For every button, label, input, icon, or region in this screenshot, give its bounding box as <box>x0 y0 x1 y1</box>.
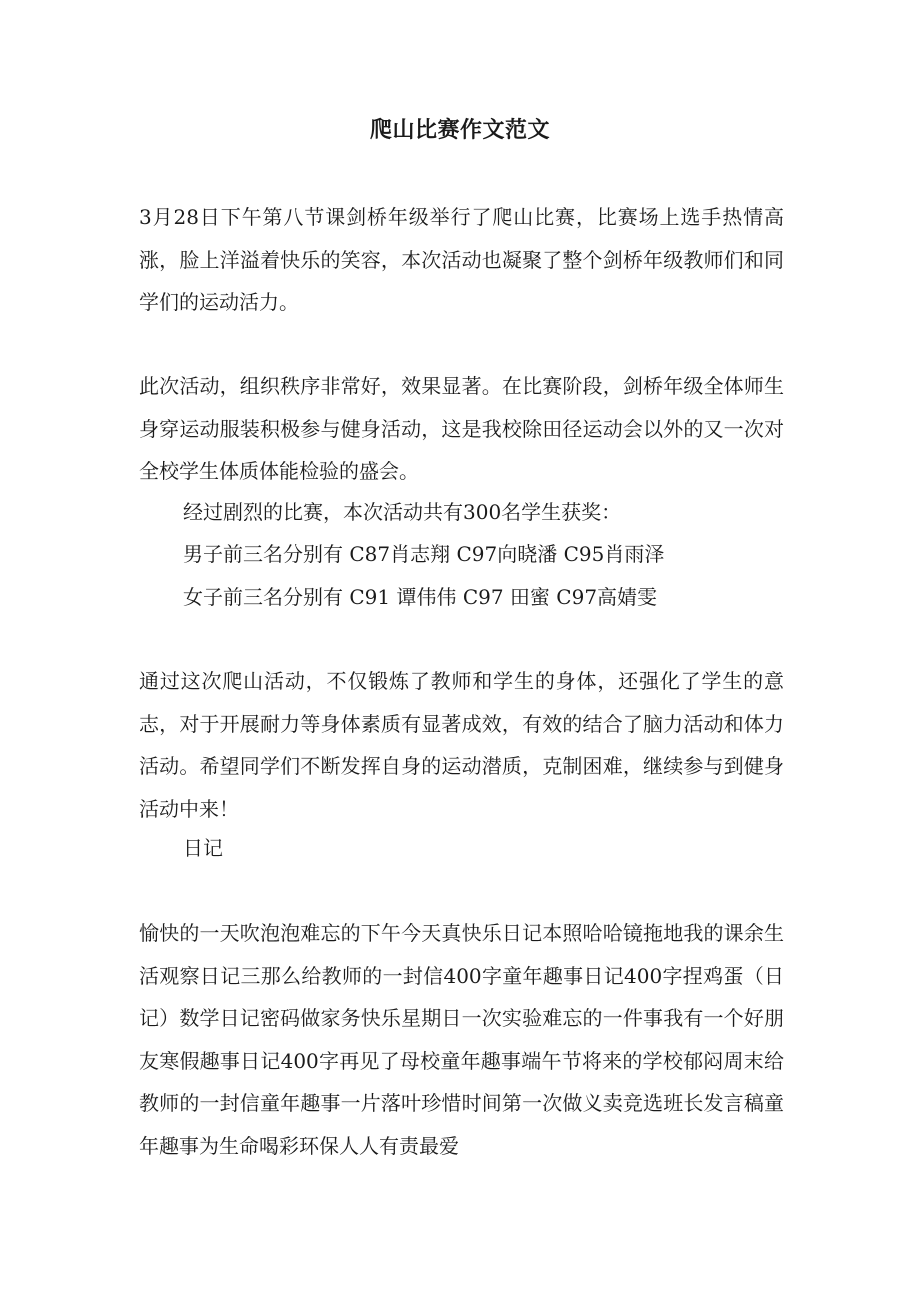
paragraph-diary-topics: 愉快的一天吹泡泡难忘的下午今天真快乐日记本照哈哈镜拖地我的课余生活观察日记三那么给教师的一封信400字童年趣事日记400字捏鸡蛋（日记）数学日记密码做家务快乐星期日一次实验难忘的一件事我有一个好朋友寒假趣事日记400字再见了母校童年趣事端午节将来的学校郁闷周末给教师的一封信童年趣事一片落叶珍惜时间第一次做义卖竞选班长发言稿童年趣事为生命喝彩环保人人有责最爱 <box>139 921 784 1158</box>
paragraph-event-conclusion: 通过这次爬山活动，不仅锻炼了教师和学生的身体，还强化了学生的意志，对于开展耐力等身体素质有显著成效，有效的结合了脑力活动和体力活动。希望同学们不断发挥自身的运动潜质，克制困难，继续参与到健身活动中来！ <box>139 669 784 821</box>
document-title: 爬山比赛作文范文 <box>369 117 550 143</box>
paragraph-event-intro: 3月28日下午第八节课剑桥年级举行了爬山比赛，比赛场上选手热情高涨，脸上洋溢着快乐的笑容，本次活动也凝聚了整个剑桥年级教师们和同学们的运动活力。 <box>139 205 784 314</box>
paragraph-event-organization: 此次活动，组织秩序非常好，效果显著。在比赛阶段，剑桥年级全体师生身穿运动服装积极参与健身活动，这是我校除田径运动会以外的又一次对全校学生体质体能检验的盛会。 <box>139 374 784 483</box>
awards-intro-line: 经过剧烈的比赛，本次活动共有300名学生获奖： <box>183 500 622 524</box>
boys-top3-line: 男子前三名分别有 C87肖志翔 C97向晓潘 C95肖雨泽 <box>183 542 665 566</box>
girls-top3-line: 女子前三名分别有 C91 谭伟伟 C97 田蜜 C97高婧雯 <box>183 585 658 609</box>
diary-label: 日记 <box>183 836 223 860</box>
